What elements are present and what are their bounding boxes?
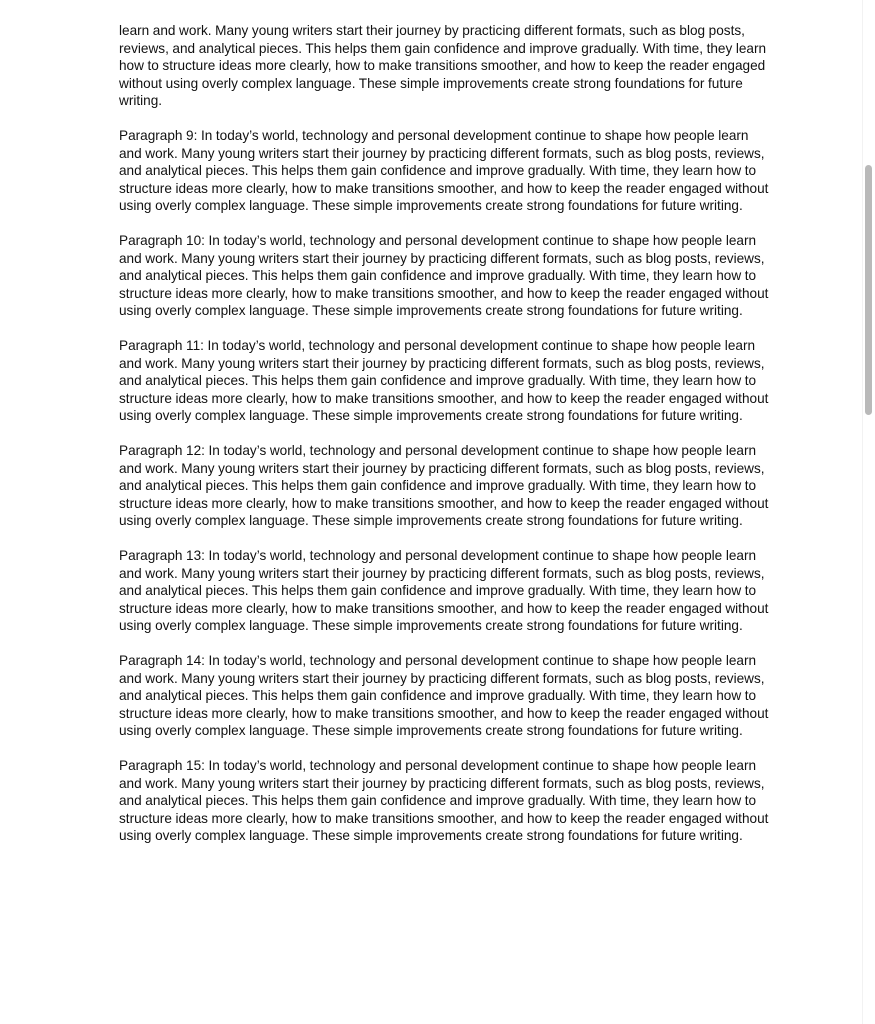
paragraph-15: Paragraph 15: In today’s world, technology and personal development continue to shape how people learn and work. Many young writers start their journey by practicing different formats, such as blog posts, reviews, and analytical pieces. This helps them gain confidence and improve gradually. With time, they learn how to structure ideas more clearly, how to make transitions smoother, and how to keep the reader engaged without using overly complex language. These simple improvements create strong foundations for future writing. — [119, 758, 769, 843]
paragraph-13: Paragraph 13: In today’s world, technology and personal development continue to shape how people learn and work. Many young writers start their journey by practicing different formats, such as blog posts, reviews, and analytical pieces. This helps them gain confidence and improve gradually. With time, they learn how to structure ideas more clearly, how to make transitions smoother, and how to keep the reader engaged without using overly complex language. These simple improvements create strong foundations for future writing. — [119, 548, 769, 633]
paragraph-11: Paragraph 11: In today’s world, technology and personal development continue to shape how people learn and work. Many young writers start their journey by practicing different formats, such as blog posts, reviews, and analytical pieces. This helps them gain confidence and improve gradually. With time, they learn how to structure ideas more clearly, how to make transitions smoother, and how to keep the reader engaged without using overly complex language. These simple improvements create strong foundations for future writing. — [119, 338, 769, 423]
paragraph-10: Paragraph 10: In today’s world, technology and personal development continue to shape how people learn and work. Many young writers start their journey by practicing different formats, such as blog posts, reviews, and analytical pieces. This helps them gain confidence and improve gradually. With time, they learn how to structure ideas more clearly, how to make transitions smoother, and how to keep the reader engaged without using overly complex language. These simple improvements create strong foundations for future writing. — [119, 233, 769, 318]
vertical-scrollbar[interactable] — [863, 0, 875, 1024]
paragraph-9: Paragraph 9: In today’s world, technology and personal development continue to shape how people learn and work. Many young writers start their journey by practicing different formats, such as blog posts, reviews, and analytical pieces. This helps them gain confidence and improve gradually. With time, they learn how to structure ideas more clearly, how to make transitions smoother, and how to keep the reader engaged without using overly complex language. These simple improvements create strong foundations for future writing. — [119, 128, 769, 213]
scrollbar-thumb[interactable] — [865, 165, 872, 415]
document-body — [119, 22, 769, 862]
paragraph-14: Paragraph 14: In today’s world, technology and personal development continue to shape how people learn and work. Many young writers start their journey by practicing different formats, such as blog posts, reviews, and analytical pieces. This helps them gain confidence and improve gradually. With time, they learn how to structure ideas more clearly, how to make transitions smoother, and how to keep the reader engaged without using overly complex language. These simple improvements create strong foundations for future writing. — [119, 653, 769, 738]
paragraph-continuation: learn and work. Many young writers start their journey by practicing different formats, such as blog posts, reviews, and analytical pieces. This helps them gain confidence and improve gradually. With time, they learn how to structure ideas more clearly, how to make transitions smoother, and how to keep the reader engaged without using overly complex language. These simple improvements create strong foundations for future writing. — [119, 23, 767, 108]
paragraph-12: Paragraph 12: In today’s world, technology and personal development continue to shape how people learn and work. Many young writers start their journey by practicing different formats, such as blog posts, reviews, and analytical pieces. This helps them gain confidence and improve gradually. With time, they learn how to structure ideas more clearly, how to make transitions smoother, and how to keep the reader engaged without using overly complex language. These simple improvements create strong foundations for future writing. — [119, 443, 769, 528]
